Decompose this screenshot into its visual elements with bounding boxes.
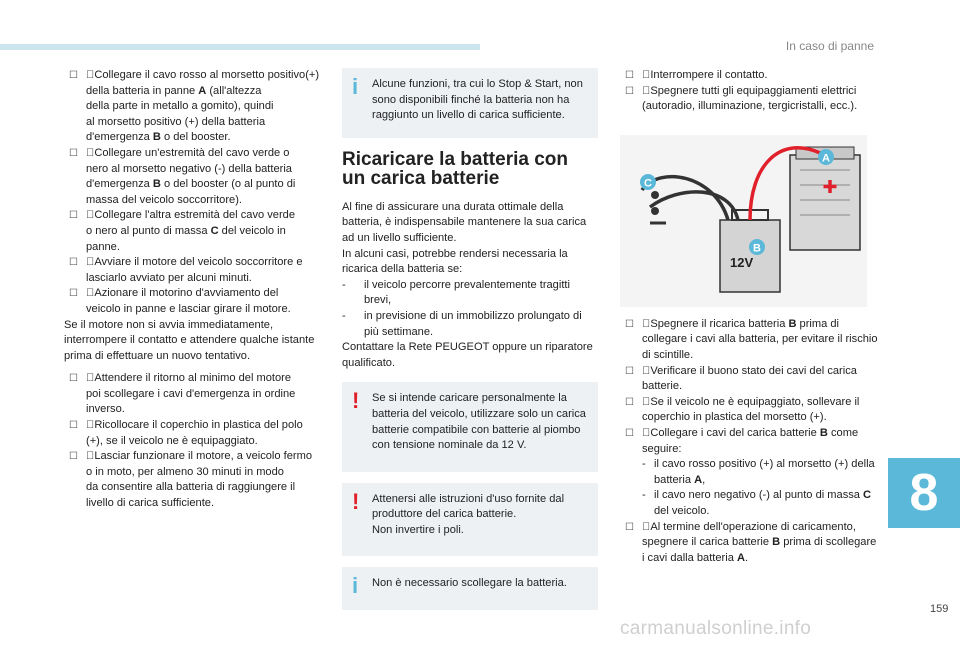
label-a: A: [822, 152, 830, 165]
info-box-no-disconnect: [342, 567, 598, 610]
bullet-bold: A: [736, 551, 745, 564]
bullet-text: Lasciar funzionare il motore, a veicolo fermo: [94, 450, 312, 463]
bullet-text: inverso.: [86, 403, 125, 416]
bullet-text: d'emergenza: [86, 178, 153, 191]
warning-text: Attenersi alle istruzioni d'uso fornite dal produttore del carica batterie.: [372, 492, 565, 521]
column-2: [342, 68, 598, 610]
bullet-text: o in moto, per almeno 30 minuti in modo: [86, 465, 284, 478]
bullet-marker-icon: ☐: [69, 420, 78, 432]
warning-text: Non invertire i poli.: [372, 523, 464, 536]
bullet-item: ☐ Interrompere il contatto.: [625, 69, 768, 81]
dash-text: il cavo nero negativo (-) al punto di massa: [654, 489, 864, 502]
bullet-item: ☐ Verificare il buono stato dei cavi del carica batterie.: [625, 364, 857, 393]
bullet-text: panne.: [86, 240, 120, 253]
label-c: C: [644, 177, 652, 190]
bullet-text: veicolo in panne e lasciar girare il motore.: [86, 302, 291, 315]
bullet-text: Azionare il motorino d'avviamento del: [94, 287, 279, 300]
bullet-bold: B: [772, 536, 781, 549]
bullet-text: Spegnere tutti gli equipaggiamenti elettrici (autoradio, illuminazione, tergicristalli, ecc.).: [642, 84, 858, 113]
dash-text: ,: [702, 473, 706, 486]
bullet-item: [64, 68, 326, 146]
warning-text: Se si intende caricare personalmente la batteria del veicolo, utilizzare solo un carica batterie compatibile con batterie al piombo con tensione nominale da 12 V.: [372, 392, 586, 452]
bullet-item: [64, 418, 326, 449]
charger-diagram: [620, 135, 867, 307]
bullet-bold: C: [210, 224, 219, 237]
bullet-text: prima di collegare i cavi alla batteria, per evitare il rischio di scintille.: [642, 317, 878, 361]
dash-item: - il veicolo percorre prevalentemente tragitti brevi,: [342, 278, 570, 307]
header-rule: [0, 44, 480, 50]
bullet-marker-icon: ☐: [69, 451, 78, 463]
bullet-marker-icon: ☐: [69, 147, 78, 159]
info-icon: i: [352, 573, 359, 599]
bullet-text: o del booster (o al punto di: [160, 178, 296, 191]
heading-line-2: un carica batterie: [342, 167, 500, 189]
bullet-marker-icon: ☐: [69, 70, 78, 81]
bullet-text: Attendere il ritorno al minimo del motore: [94, 372, 292, 385]
charger-voltage-label: 12V: [730, 254, 754, 270]
bullet-text: Collegare un'estremità del cavo verde o: [94, 146, 290, 159]
bullet-text: poi scollegare i cavi d'emergenza in ordine: [86, 387, 296, 400]
info-text: Non è necessario scollegare la batteria.: [372, 577, 567, 590]
bullet-marker-icon: ☐: [69, 210, 78, 222]
bullet-bold: B: [819, 426, 828, 439]
bullet-item: ☐ Se il veicolo ne è equipaggiato, sollevare il coperchio in plastica del morsetto (+).: [625, 395, 860, 424]
bullet-item: [64, 208, 326, 255]
bullet-text: (+), se il veicolo ne è equipaggiato.: [86, 434, 258, 447]
bullet-item: ☐ Spegnere il ricarica batteria B prima di collegare i cavi alla batteria, per evitare il rischio di scintille.: [625, 317, 878, 361]
warning-icon: !: [352, 388, 360, 414]
bullet-item: [64, 146, 326, 208]
bullet-text: (+) della batteria in panne: [86, 69, 320, 97]
dash-item: - in previsione di un immobilizzo prolungato di più settimane.: [342, 309, 582, 338]
bullet-bold: A: [198, 84, 207, 97]
bullet-text: livello di carica sufficiente.: [86, 497, 215, 510]
bullet-item: [64, 371, 326, 418]
dash-bold: C: [863, 489, 872, 502]
bullet-marker-icon: ☐: [69, 373, 78, 385]
page-number: 159: [930, 603, 949, 615]
paragraph-retry: Se il motore non si avvia immediatamente, interrompere il contatto e attendere qualche istante prima di effettuare un nuovo tentativo.: [64, 318, 315, 362]
bullet-text: Collegare i cavi del carica batterie: [650, 426, 820, 439]
bullet-bold: B: [788, 317, 797, 330]
bullet-text: Spegnere il ricarica batteria: [650, 317, 789, 330]
bullet-text: Interrompere il contatto.: [650, 69, 768, 81]
bullet-text: Collegare l'altra estremità del cavo verde: [94, 209, 295, 222]
column-1: [64, 68, 326, 512]
section-heading: [342, 150, 598, 188]
paragraph-intro: Al fine di assicurare una durata ottimale della batteria, è indispensabile mantenere la sua carica ad un livello sufficiente.: [342, 200, 587, 244]
warning-icon: !: [352, 488, 360, 514]
bullet-text: .: [744, 551, 749, 564]
bullet-text: prima di scollegare i cavi dalla batteria: [642, 536, 877, 564]
bullet-text: Avviare il motore del veicolo soccorritore e: [94, 256, 303, 269]
bullet-item: ☐ Al termine dell'operazione di caricamento, spegnere il carica batterie B prima di scollegare i cavi dalla batteria A.: [625, 520, 877, 564]
bullet-text: come seguire:: [642, 426, 859, 455]
bullet-item: ☐ Spegnere tutti gli equipaggiamenti elettrici (autoradio, illuminazione, tergicristalli, ecc.).: [625, 84, 858, 113]
dash-bold: A: [694, 473, 703, 486]
bullet-list-connect: [64, 68, 326, 318]
warning-box-charger: [342, 382, 598, 471]
column-3: [620, 68, 880, 566]
bullet-text: nero al morsetto negativo (-) della batteria: [86, 162, 292, 175]
info-icon: i: [352, 74, 359, 99]
bullet-marker-icon: ☐: [69, 257, 78, 269]
section-title: In caso di panne: [785, 39, 874, 53]
bullet-marker-icon: ☐: [69, 288, 78, 300]
bullet-text: Al termine dell'operazione di caricamento, spegnere il carica batterie: [642, 520, 856, 549]
dash-text: del veicolo.: [654, 504, 710, 517]
bullet-item: [64, 449, 326, 511]
heading-line-1: Ricaricare la batteria con: [342, 148, 568, 170]
paragraph-cases: In alcuni casi, potrebbe rendersi necessaria la ricarica della batteria se:: [342, 247, 568, 276]
bullet-text: d'emergenza: [86, 131, 153, 144]
bullet-text: Se il veicolo ne è equipaggiato, sollevare il coperchio in plastica del morsetto (+).: [642, 395, 860, 424]
watermark: carmanualsonline.info: [620, 618, 812, 639]
bullet-list-disconnect: [64, 371, 326, 511]
paragraph-contact: Contattare la Rete PEUGEOT oppure un riparatore qualificato.: [342, 341, 593, 369]
bullet-text: o del booster.: [160, 131, 231, 144]
bullet-text: lasciarlo avviato per alcuni minuti.: [86, 271, 252, 284]
bullet-text: da consentire alla batteria di raggiungere il: [86, 481, 296, 494]
bullet-text: al morsetto positivo (+) della batteria: [86, 115, 266, 128]
battery-charger-illustration: [620, 135, 867, 307]
dash-text: in previsione di un immobilizzo prolungato di più settimane.: [364, 309, 582, 338]
dash-item: - il cavo nero negativo (-) al punto di massa C del veicolo.: [642, 489, 872, 517]
chapter-tab: 8: [888, 458, 960, 528]
bullet-bold: B: [152, 178, 161, 191]
dash-item: - il cavo rosso positivo (+) al morsetto (+) della batteria A,: [642, 458, 875, 486]
warning-box-instructions: [342, 483, 598, 557]
bullet-text: Collegare il cavo rosso al morsetto positivo: [94, 69, 306, 81]
label-b: B: [753, 242, 761, 255]
bullet-text: della parte in metallo a gomito), quindi: [86, 100, 274, 113]
info-box-stop-start: [342, 68, 598, 138]
dash-text: il cavo rosso positivo (+) al morsetto (+) della batteria: [654, 458, 875, 486]
bullet-text: massa del veicolo soccorritore).: [86, 193, 242, 206]
bullet-text: del veicolo in: [218, 224, 286, 237]
bullet-item: ☐ Collegare i cavi del carica batterie B come seguire:: [625, 426, 859, 455]
bullet-item: [64, 286, 326, 317]
info-text: Alcune funzioni, tra cui lo Stop & Start, non sono disponibili finché la batteria non ha raggiunto un livello di carica sufficiente.: [372, 78, 583, 122]
vehicle-battery: [790, 155, 860, 250]
dash-text: il veicolo percorre prevalentemente tragitti brevi,: [364, 278, 570, 307]
bullet-text: Ricollocare il coperchio in plastica del polo: [94, 419, 303, 432]
bullet-bold: B: [152, 131, 161, 144]
bullet-item: [64, 255, 326, 286]
bullet-text: o nero al punto di massa: [86, 224, 211, 237]
bullet-text: (all'altezza: [206, 84, 262, 97]
bullet-text: Verificare il buono stato dei cavi del carica batterie.: [642, 364, 857, 393]
